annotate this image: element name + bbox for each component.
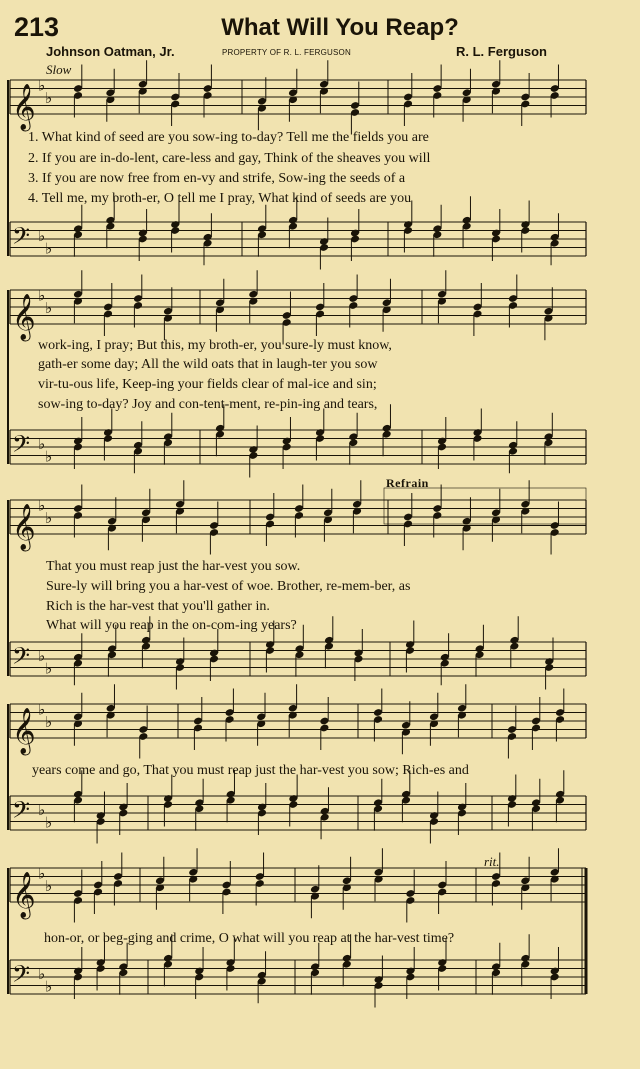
lyric-line: Sure-ly will bring you a har-vest of woe. Brother, re-mem-ber, as [46,579,411,594]
flat-icon: ♭ [45,659,53,678]
flat-icon: ♭ [38,286,46,305]
hymn-title: What Will You Reap? [221,14,459,41]
flat-icon: ♭ [38,226,46,245]
refrain-label: Refrain [386,476,429,490]
lyric-line: years come and go, That you must reap just the har-vest you sow; Rich-es and [32,763,469,778]
flat-icon: ♭ [38,800,46,819]
bass-clef: 𝄢 [12,430,31,463]
lyric-line: What will you reap in the on-com-ing years? [46,618,297,633]
flat-icon: ♭ [45,977,53,996]
flat-icon: ♭ [45,239,53,258]
flat-icon: ♭ [38,700,46,719]
flat-icon: ♭ [45,447,53,466]
flat-icon: ♭ [38,434,46,453]
lyric-line: gath-er some day; All the wild oats that in laugh-ter you sow [38,357,378,372]
treble-clef: 𝄞 [12,708,36,754]
flat-icon: ♭ [45,813,53,832]
lyric-line: Rich is the har-vest that you'll gather in. [46,599,270,614]
lyric-line: sow-ing to-day? Joy and con-tent-ment, re-pin-ing and tears, [38,397,378,412]
flat-icon: ♭ [45,509,53,527]
lyricist: Johnson Oatman, Jr. [46,44,175,59]
composer: R. L. Ferguson [456,44,547,59]
flat-icon: ♭ [45,89,53,107]
flat-icon: ♭ [45,299,53,317]
treble-clef: 𝄞 [12,294,36,340]
treble-clef: 𝄞 [12,504,36,550]
lyric-line: 4. Tell me, my broth-er, O tell me I pray, What kind of seeds are you [28,191,412,206]
ritardando-mark: rit. [484,854,500,869]
bass-clef: 𝄢 [12,960,31,993]
treble-clef: 𝄞 [12,84,36,130]
lyric-line: work-ing, I pray; But this, my broth-er, you sure-ly must know, [38,338,392,353]
flat-icon: ♭ [45,877,53,895]
flat-icon: ♭ [38,864,46,883]
flat-icon: ♭ [38,76,46,95]
flat-icon: ♭ [38,496,46,515]
flat-icon: ♭ [38,964,46,983]
lyric-line: vir-tu-ous life, Keep-ing your fields clear of mal-ice and sin; [38,377,377,392]
tempo-marking: Slow [46,62,72,77]
lyric-line: 3. If you are now free from en-vy and strife, Sow-ing the seeds of a [28,171,406,186]
property-notice: PROPERTY OF R. L. FERGUSON [222,48,351,57]
flat-icon: ♭ [38,646,46,665]
lyric-line: 1. What kind of seed are you sow-ing to-day? Tell me the fields you are [28,130,429,145]
flat-icon: ♭ [45,713,53,731]
treble-clef: 𝄞 [12,872,36,918]
refrain-frame [384,488,586,524]
bass-clef: 𝄢 [12,642,31,675]
lyric-line: That you must reap just the har-vest you sow. [46,559,301,574]
lyric-line: hon-or, or beg-ging and crime, O what will you reap at the har-vest time? [44,931,455,946]
bass-clef: 𝄢 [12,222,31,255]
lyric-line: 2. If you are in-do-lent, care-less and gay, Think of the sheaves you will [28,151,431,166]
hymn-number: 213 [14,12,60,42]
bass-clef: 𝄢 [12,796,31,829]
